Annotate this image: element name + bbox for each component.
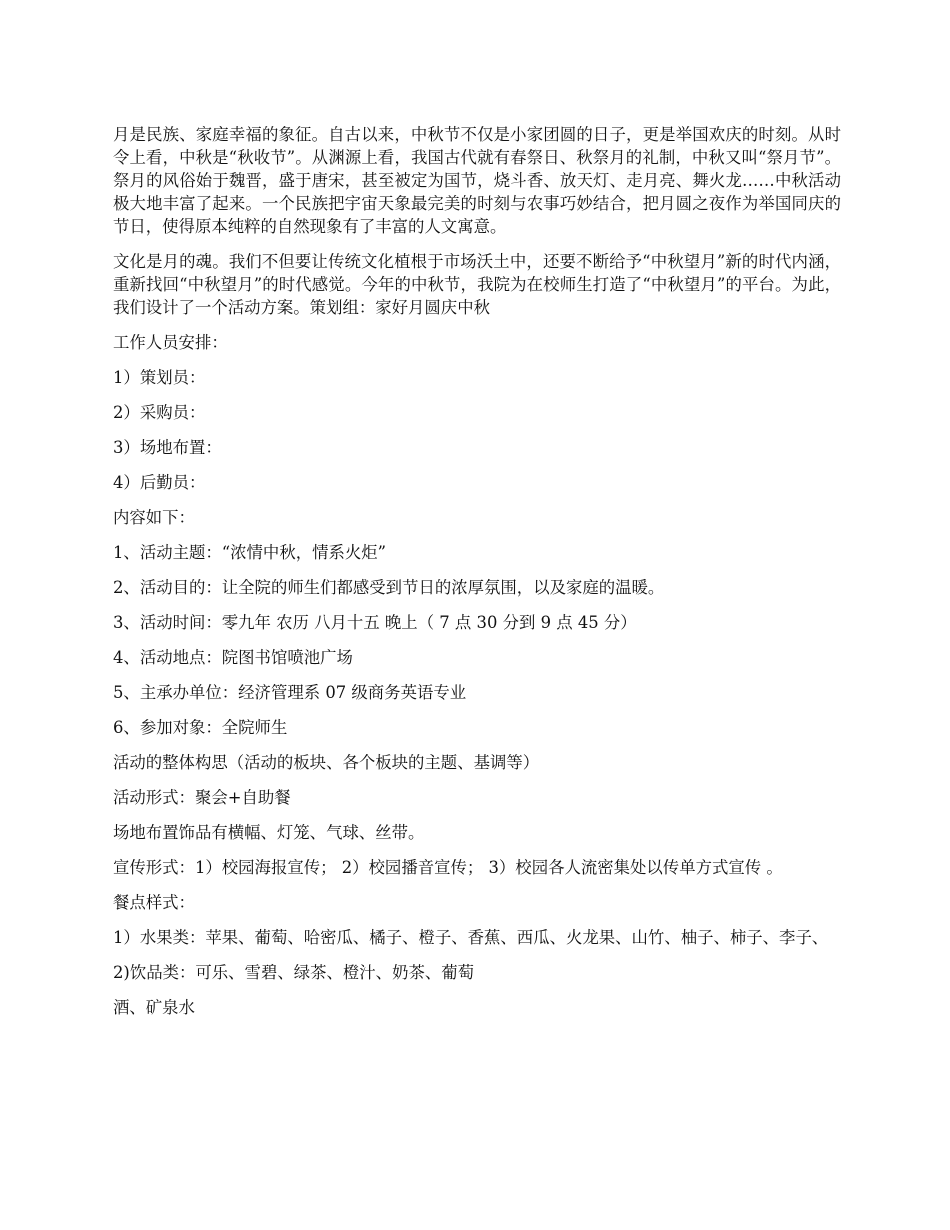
promotion-methods: 宣传形式：1）校园海报宣传； 2）校园播音宣传； 3）校园各人流密集处以传单方式宣传 。 [113,858,783,877]
staff-item-venue: 3）场地布置： [113,438,222,457]
catering-drinks: 2)饮品类：可乐、雪碧、绿茶、橙汁、奶茶、葡萄 [113,963,475,982]
activity-organizer: 5、主承办单位：经济管理系 07 级商务英语专业 [113,683,467,702]
catering-heading: 餐点样式： [113,893,195,912]
activity-theme: 1、活动主题：“浓情中秋，情系火炬” [113,543,387,562]
activity-participants: 6、参加对象：全院师生 [113,718,288,737]
document-body [113,123,841,1031]
catering-drinks-continued: 酒、矿泉水 [113,998,195,1017]
catering-fruits: 1）水果类：苹果、葡萄、哈密瓜、橘子、橙子、香蕉、西瓜、火龙果、山竹、柚子、柿子、李子、 [113,928,829,947]
activity-purpose: 2、活动目的：让全院的师生们都感受到节日的浓厚氛围，以及家庭的温暖。 [113,578,665,597]
staff-item-purchaser: 2）采购员： [113,403,206,422]
staff-arrangement-heading: 工作人员安排： [113,333,228,352]
paragraph-culture-intro: 文化是月的魂。我们不但要让传统文化植根于市场沃土中，还要不断给予“中秋望月”新的时代内涵，重新找回“中秋望月”的时代感觉。今年的中秋节，我院为在校师生打造了“中秋望月”的平台。为此，我们设计了一个活动方案。策划组：家好月圆庆中秋 [113,252,841,317]
staff-item-planner: 1）策划员： [113,368,206,387]
activity-format: 活动形式：聚会+自助餐 [113,788,291,807]
content-heading: 内容如下： [113,508,195,527]
activity-location: 4、活动地点：院图书馆喷池广场 [113,648,353,667]
paragraph-mid-autumn-history: 月是民族、家庭幸福的象征。自古以来，中秋节不仅是小家团圆的日子，更是举国欢庆的时刻。从时令上看，中秋是“秋收节”。从渊源上看，我国古代就有春祭日、秋祭月的礼制，中秋又叫“祭月节”。祭月的风俗始于魏晋，盛于唐宋，甚至被定为国节，烧斗香、放天灯、走月亮、舞火龙……中秋活动极大地丰富了起来。一个民族把宇宙天象最完美的时刻与农事巧妙结合，把月圆之夜作为举国同庆的节日，使得原本纯粹的自然现象有了丰富的人文寓意。 [113,125,841,236]
activity-overall-concept: 活动的整体构思（活动的板块、各个板块的主题、基调等） [113,753,540,772]
activity-time: 3、活动时间：零九年 农历 八月十五 晚上（ 7 点 30 分到 9 点 45 分） [113,613,637,632]
venue-decorations: 场地布置饰品有横幅、灯笼、气球、丝带。 [113,823,425,842]
staff-item-logistics: 4）后勤员： [113,473,206,492]
